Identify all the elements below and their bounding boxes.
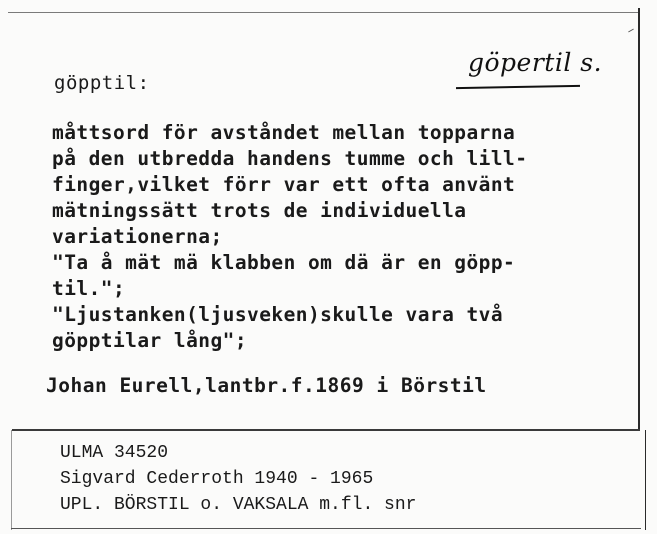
corner-mark: [628, 29, 634, 33]
definition-line: variationerna;: [52, 225, 223, 248]
definition-line: måttsord för avståndet mellan topparna: [52, 121, 516, 144]
location: UPL. BÖRSTIL o. VAKSALA m.fl. snr: [60, 495, 417, 515]
definition-line: mätningssätt trots de individuella: [52, 199, 467, 222]
collector: Sigvard Cederroth 1940 - 1965: [60, 469, 374, 489]
archive-id: ULMA 34520: [60, 443, 169, 463]
example-quote-line: "Ljustanken(ljusveken)skulle vara två: [52, 303, 504, 326]
example-quote-line: göpptilar lång";: [52, 329, 248, 352]
card-left-border-lower: [11, 430, 12, 530]
example-quote-line: "Ta å mät mä klabben om dä är en göpp-: [52, 251, 516, 274]
definition-line: finger,vilket förr var ett ofta använt: [52, 173, 516, 196]
archive-metadata: [60, 440, 416, 518]
card-right-border: [638, 8, 640, 430]
definition-line: på den utbredda handens tumme och lill-: [52, 147, 528, 170]
informant-line: Johan Eurell,lantbr.f.1869 i Börstil: [46, 374, 487, 397]
card-divider: [12, 429, 640, 431]
handwritten-annotation: göpertil s.: [468, 48, 603, 77]
definition-text: [52, 120, 527, 354]
example-quote-line: til.";: [52, 277, 126, 300]
card-right-border-lower: [645, 430, 646, 530]
card-top-border: [8, 12, 638, 13]
headword: göpptil:: [54, 72, 150, 94]
handwritten-underline: [456, 85, 580, 89]
card-bottom-border: [11, 528, 641, 529]
